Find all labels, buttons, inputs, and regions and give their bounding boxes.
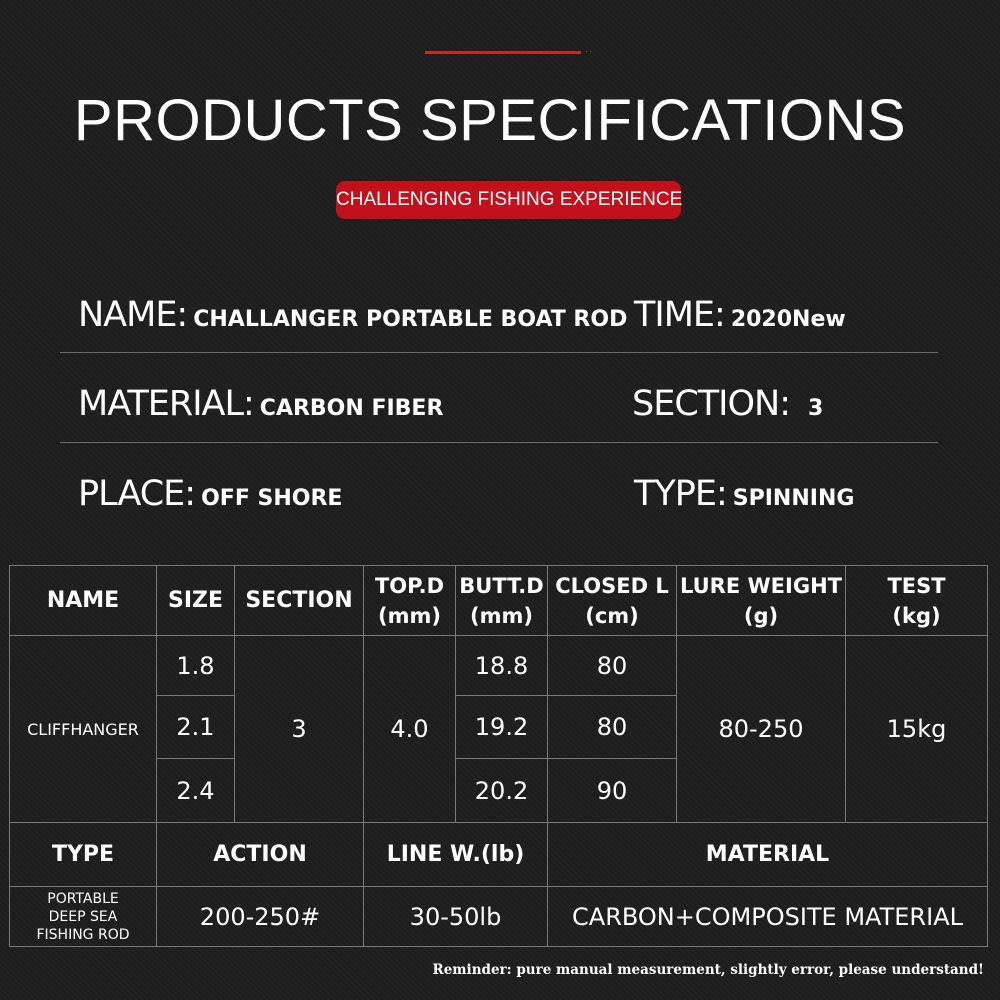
line-w-value-cell: 30-50lb (364, 887, 548, 947)
model-name-cell: CLIFFHANGER (10, 636, 157, 823)
test-cell: 15kg (846, 636, 988, 823)
lure-weight-cell: 80-250 (677, 636, 846, 823)
butt-d-cell: 19.2 (456, 696, 548, 759)
col-header-section: SECTION (235, 566, 364, 636)
section-cell: 3 (235, 636, 364, 823)
spec-name (78, 295, 627, 335)
col-header-lure-weight (677, 566, 846, 636)
closed-l-cell: 80 (548, 696, 677, 759)
size-cell: 2.4 (157, 759, 235, 823)
col-header-lure-weight-label: LURE WEIGHT (680, 573, 842, 598)
type-value-cell (10, 887, 157, 947)
spec-section-value: 3 (808, 396, 824, 421)
type-value-line3: FISHING ROD (36, 926, 130, 943)
divider-line (60, 442, 938, 443)
action-value-cell: 200-250# (157, 887, 364, 947)
spec-name-label: NAME: (78, 295, 188, 335)
col-header-size: SIZE (157, 566, 235, 636)
col-header-butt-d-label: BUTT.D (459, 573, 544, 598)
col-header-test-label: TEST (887, 573, 946, 598)
spec-name-value: CHALLANGER PORTABLE BOAT ROD (193, 307, 628, 332)
size-cell: 1.8 (157, 636, 235, 696)
spec-time (634, 295, 846, 335)
col-header-top-d (364, 566, 456, 636)
material-value-cell: CARBON+COMPOSITE MATERIAL (548, 887, 988, 947)
butt-d-cell: 18.8 (456, 636, 548, 696)
top-accent-line (425, 51, 581, 54)
col-header-action: ACTION (157, 823, 364, 887)
col-header-type: TYPE (10, 823, 157, 887)
col-header-line-w: LINE W.(lb) (364, 823, 548, 887)
type-value-line2: DEEP SEA (48, 908, 118, 925)
spec-section (632, 384, 823, 424)
spec-section-label: SECTION: (632, 384, 790, 424)
col-header-closed-l-unit: (cm) (585, 603, 639, 628)
page-title: PRODUCTS SPECIFICATIONS (73, 88, 907, 153)
spec-material-value: CARBON FIBER (259, 396, 444, 421)
spec-place-value: OFF SHORE (201, 486, 343, 511)
reminder-note: Reminder: pure manual measurement, slightly error, please understand! (432, 962, 984, 978)
spec-type-label: TYPE: (634, 474, 727, 514)
spec-type (634, 474, 854, 514)
col-header-top-d-unit: (mm) (378, 603, 441, 628)
spec-time-value: 2020New (730, 307, 846, 332)
col-header-test-unit: (kg) (892, 603, 941, 628)
col-header-test (846, 566, 988, 636)
table-bottom-header-row (10, 823, 988, 887)
col-header-lure-weight-unit: (g) (743, 603, 779, 628)
divider-line (60, 352, 938, 353)
table-header-row (10, 566, 988, 636)
table-row (10, 636, 988, 696)
col-header-closed-l-label: CLOSED L (555, 573, 669, 598)
spec-place (78, 474, 342, 514)
col-header-butt-d-unit: (mm) (470, 603, 533, 628)
top-accent-dots: ·· (585, 47, 594, 58)
spec-material (78, 384, 443, 424)
col-header-name: NAME (10, 566, 157, 636)
closed-l-cell: 90 (548, 759, 677, 823)
type-value-line1: PORTABLE (47, 890, 119, 907)
spec-material-label: MATERIAL: (78, 384, 254, 424)
specifications-table (9, 565, 988, 947)
col-header-butt-d (456, 566, 548, 636)
col-header-closed-l (548, 566, 677, 636)
col-header-top-d-label: TOP.D (374, 573, 445, 598)
butt-d-cell: 20.2 (456, 759, 548, 823)
spec-place-label: PLACE: (78, 474, 196, 514)
closed-l-cell: 80 (548, 636, 677, 696)
subtitle-badge: CHALLENGING FISHING EXPERIENCE (336, 181, 681, 219)
spec-type-value: SPINNING (732, 486, 855, 511)
col-header-material: MATERIAL (548, 823, 988, 887)
top-d-cell: 4.0 (364, 636, 456, 823)
spec-time-label: TIME: (634, 295, 725, 335)
size-cell: 2.1 (157, 696, 235, 759)
table-bottom-value-row (10, 887, 988, 947)
